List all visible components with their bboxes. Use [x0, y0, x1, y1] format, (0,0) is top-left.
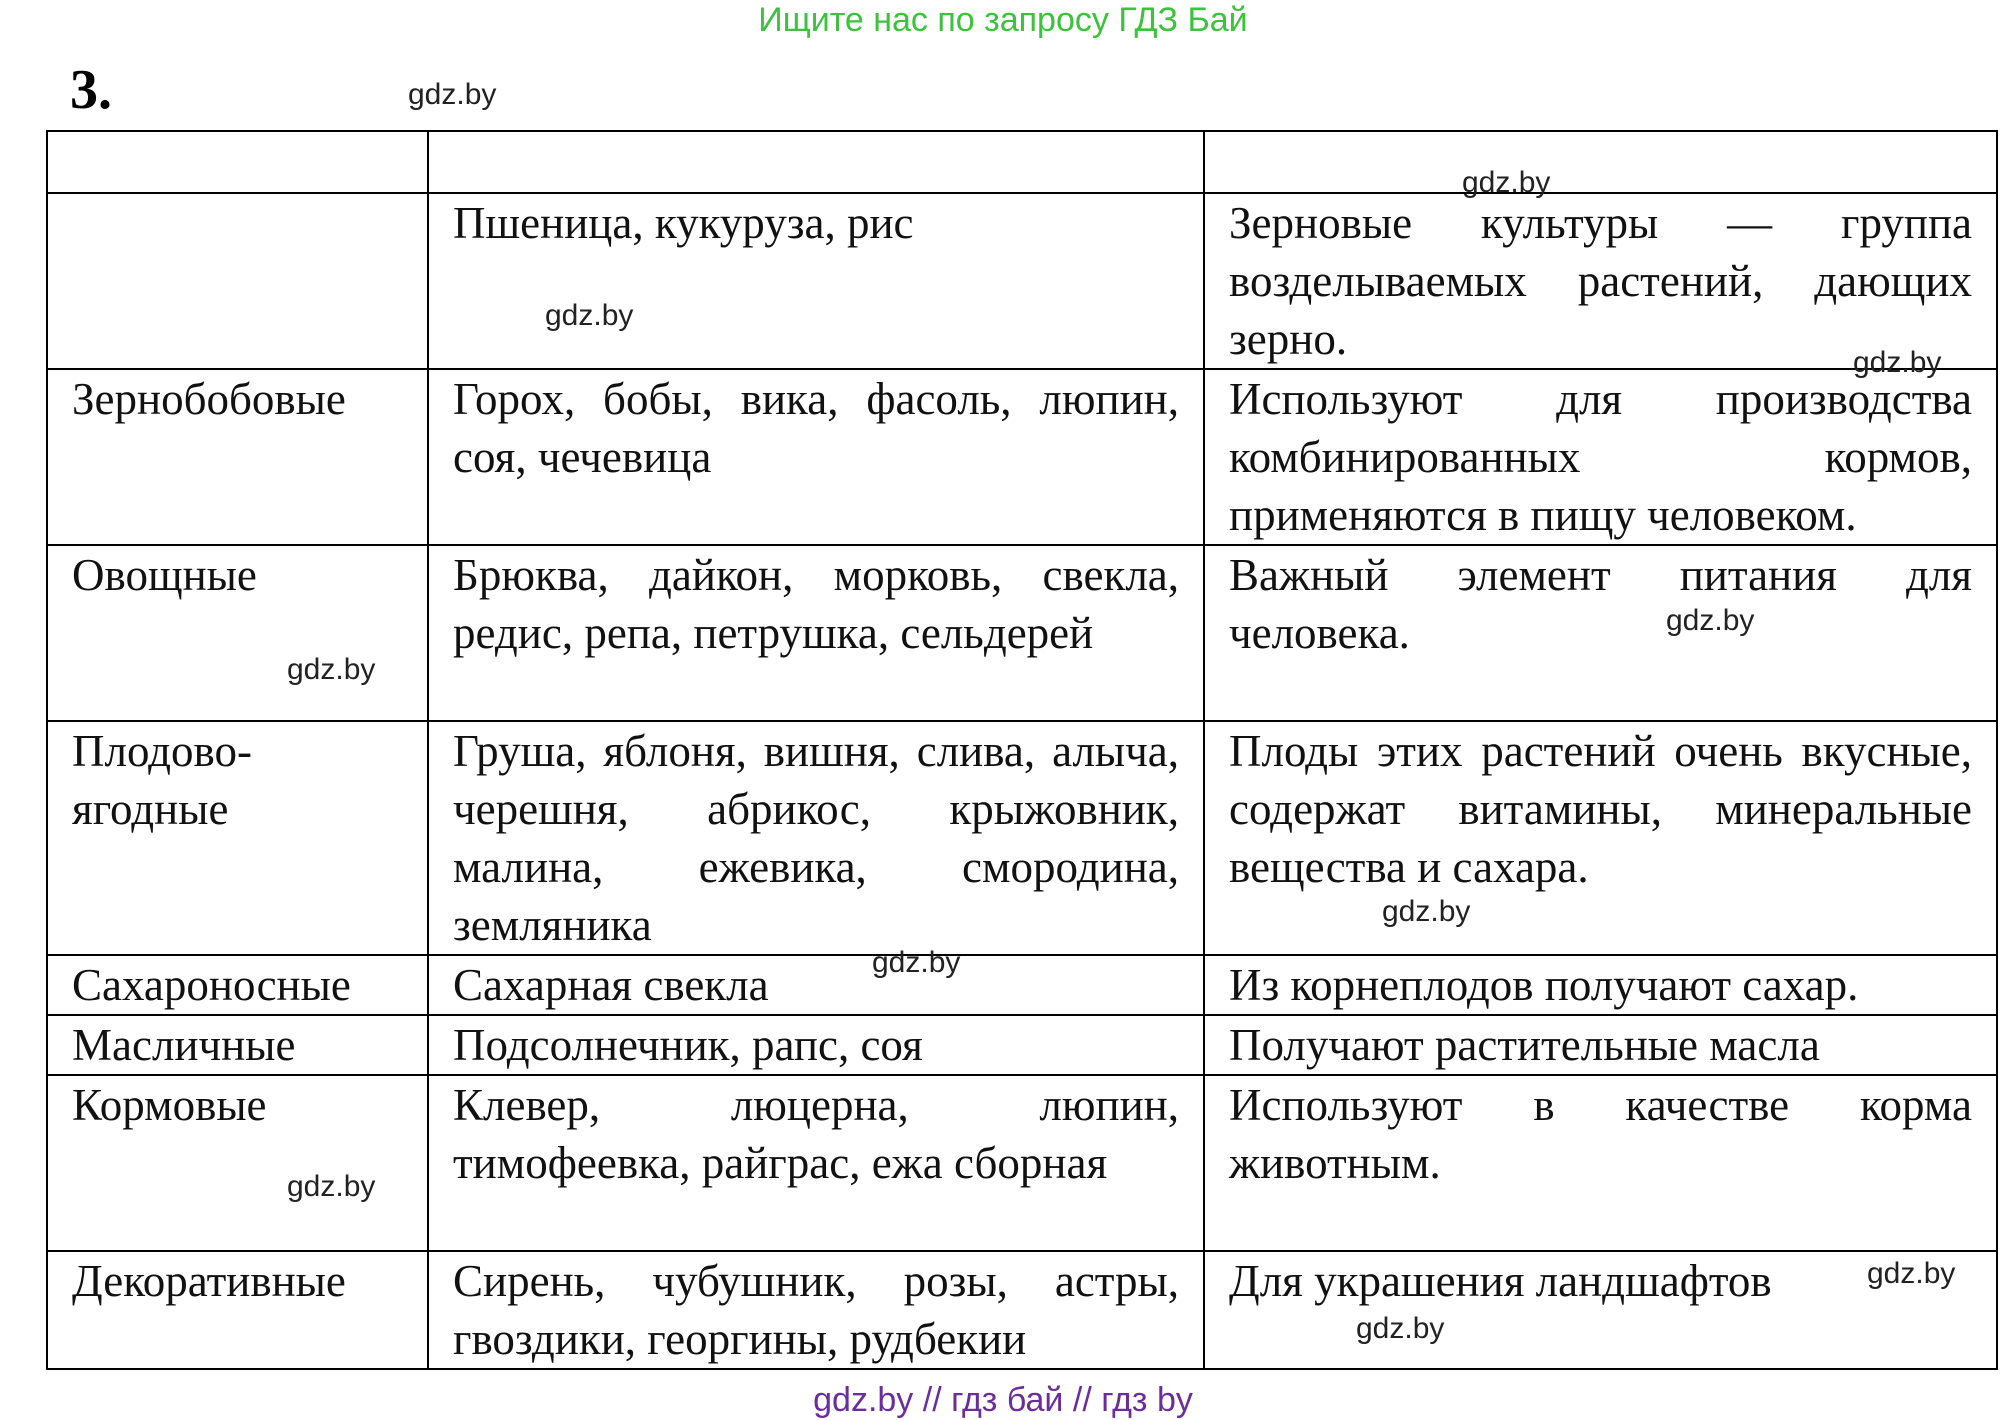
watermark: gdz.by — [1356, 1312, 1445, 1345]
watermark: gdz.by — [287, 1170, 376, 1203]
table-row — [47, 1075, 1997, 1251]
watermark: gdz.by — [1462, 166, 1551, 199]
examples-cell: Горох, бобы, вика, фасоль, люпин, соя, чечевица — [428, 369, 1204, 545]
description-cell: Плоды этих растений очень вкусные, содержат витамины, минеральные вещества и сахара. — [1204, 721, 1997, 955]
category-cell — [47, 131, 428, 193]
table-row — [47, 193, 1997, 369]
description-cell — [1204, 131, 1997, 193]
table-row — [47, 369, 1997, 545]
category-cell: Плодово-ягодные — [47, 721, 428, 955]
table-row — [47, 1251, 1997, 1369]
table-row — [47, 955, 1997, 1015]
description-cell: Важный элемент питания для человека. — [1204, 545, 1997, 721]
category-cell: Сахароносные — [47, 955, 428, 1015]
description-cell: Используют для производства комбинированных кормов, применяются в пищу человеком. — [1204, 369, 1997, 545]
table-row — [47, 1015, 1997, 1075]
examples-cell: Груша, яблоня, вишня, слива, алыча, черешня, абрикос, крыжовник, малина, ежевика, смородина, земляника — [428, 721, 1204, 955]
examples-cell: Сирень, чубушник, розы, астры, гвоздики, георгины, рудбекии — [428, 1251, 1204, 1369]
examples-cell: Пшеница, кукуруза, рис — [428, 193, 1204, 369]
description-cell: Получают растительные масла — [1204, 1015, 1997, 1075]
table-row — [47, 721, 1997, 955]
watermark: gdz.by — [545, 299, 634, 332]
description-cell: Используют в качестве корма животным. — [1204, 1075, 1997, 1251]
examples-cell — [428, 131, 1204, 193]
category-cell: Масличные — [47, 1015, 428, 1075]
category-cell: Декоративные — [47, 1251, 428, 1369]
description-cell: Для украшения ландшафтов — [1204, 1251, 1997, 1369]
table-row — [47, 131, 1997, 193]
category-cell: Овощные — [47, 545, 428, 721]
watermark: gdz.by — [1382, 895, 1471, 928]
watermark: gdz.by — [1666, 604, 1755, 637]
watermark: gdz.by — [1853, 346, 1942, 379]
examples-cell: Клевер, люцерна, люпин, тимофеевка, райграс, ежа сборная — [428, 1075, 1204, 1251]
task-number: 3. — [70, 59, 112, 121]
watermark: gdz.by — [1867, 1257, 1956, 1290]
watermark: gdz.by — [872, 946, 961, 979]
examples-cell: Подсолнечник, рапс, соя — [428, 1015, 1204, 1075]
watermark: gdz.by — [287, 653, 376, 686]
watermark: gdz.by — [408, 78, 497, 111]
description-cell: Из корнеплодов получают сахар. — [1204, 955, 1997, 1015]
category-cell: Зернобобовые — [47, 369, 428, 545]
category-cell: Кормовые — [47, 1075, 428, 1251]
top-banner[interactable]: Ищите нас по запросу ГДЗ Бай — [758, 1, 1248, 39]
description-cell: Зерновые культуры — группа возделываемых растений, дающих зерно. — [1204, 193, 1997, 369]
examples-cell: Брюква, дайкон, морковь, свекла, редис, репа, петрушка, сельдерей — [428, 545, 1204, 721]
examples-cell: Сахарная свекла — [428, 955, 1204, 1015]
category-cell — [47, 193, 428, 369]
footer-links[interactable]: gdz.by // гдз бай // гдз by — [813, 1381, 1193, 1419]
